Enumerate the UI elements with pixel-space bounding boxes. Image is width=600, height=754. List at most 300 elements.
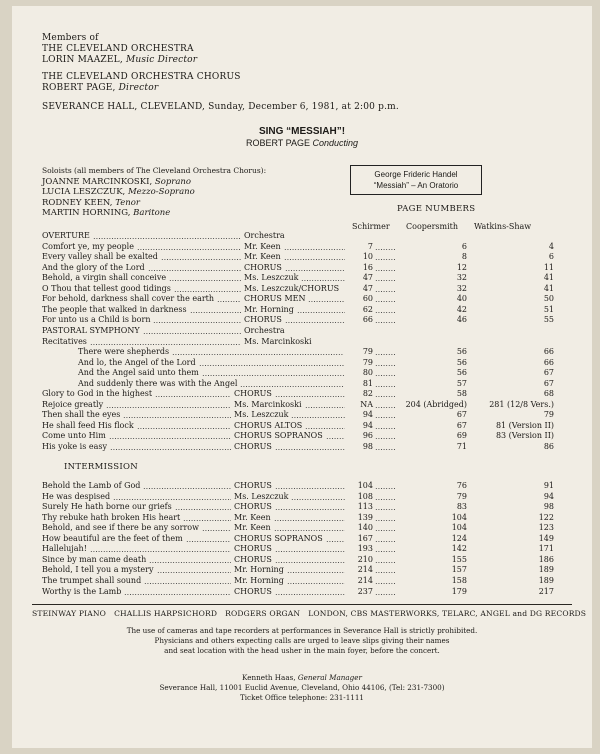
- soloist-voice: Baritone: [133, 208, 171, 219]
- page-coopersmith: 67: [456, 420, 467, 430]
- dot-leader: [275, 488, 345, 489]
- dot-leader: [143, 333, 241, 334]
- table-row: [12, 272, 592, 283]
- performer: Orchestra: [244, 325, 285, 335]
- footer-manager: [12, 673, 592, 683]
- piece-title: The people that walked in darkness: [42, 304, 187, 314]
- page-coopersmith: 56: [456, 368, 467, 378]
- soloists-block: [42, 166, 266, 219]
- performer: Ms. Leszczuk/CHORUS: [244, 283, 340, 293]
- page-coopersmith: 56: [456, 347, 467, 357]
- table-row: [12, 399, 592, 410]
- dot-leader: [305, 407, 345, 408]
- piece-title: Thy rebuke hath broken His heart: [42, 512, 181, 522]
- performer: CHORUS MEN: [244, 294, 306, 304]
- page-schirmer: 214: [357, 565, 373, 575]
- dot-leader: [284, 259, 345, 260]
- venue-line: SEVERANCE HALL, CLEVELAND, Sunday, December 6, 1981, at 2:00 p.m.: [42, 102, 399, 112]
- page-coopersmith: 155: [451, 554, 467, 564]
- table-row: [12, 522, 592, 533]
- page-schirmer: 140: [357, 523, 373, 533]
- composer-name: George Frideric Handel: [374, 170, 458, 179]
- intermission-label: INTERMISSION: [64, 462, 138, 472]
- piece-title: And the glory of the Lord: [42, 262, 145, 272]
- page-schirmer: 60: [362, 294, 373, 304]
- table-row: [12, 501, 592, 512]
- dot-leader: [375, 365, 395, 366]
- dot-leader: [375, 428, 395, 429]
- table-row: [12, 564, 592, 575]
- performer: CHORUS: [234, 481, 272, 490]
- performer: Ms. Leszczuk: [234, 410, 289, 420]
- dot-leader: [275, 562, 345, 563]
- page-coopersmith: 158: [451, 575, 467, 585]
- soloist-name: JOANNE MARCINKOSKI,: [42, 176, 155, 187]
- performer: CHORUS: [244, 315, 282, 325]
- performer: Mr. Keen: [244, 241, 281, 251]
- dot-leader: [174, 291, 241, 292]
- manager-name: Kenneth Haas,: [242, 673, 296, 682]
- dot-leader: [287, 572, 345, 573]
- page-watkins-shaw: 41: [543, 283, 554, 293]
- piece-title: Hallelujah!: [42, 544, 87, 554]
- piece-title: For unto us a Child is born: [42, 315, 151, 325]
- conductor-name: ROBERT PAGE: [245, 138, 310, 148]
- page-coopersmith: 142: [451, 544, 467, 554]
- page-schirmer: 79: [362, 347, 373, 357]
- page-watkins-shaw: 94: [543, 491, 554, 501]
- dot-leader: [183, 520, 231, 521]
- piece-title: And lo, the Angel of the Lord: [78, 357, 196, 367]
- conductor-role: Conducting: [312, 138, 359, 148]
- dot-leader: [284, 249, 345, 250]
- table-row: [12, 325, 592, 336]
- page-coopersmith: 6: [461, 241, 467, 251]
- dot-leader: [106, 407, 231, 408]
- dot-leader: [375, 407, 395, 408]
- table-row: [12, 441, 592, 452]
- page-watkins-shaw: 50: [543, 294, 554, 304]
- col-coopersmith: Coopersmith: [406, 222, 459, 231]
- dot-leader: [285, 270, 345, 271]
- page-watkins-shaw: 91: [543, 481, 554, 490]
- soloist-name: LUCIA LESZCZUK,: [42, 187, 128, 198]
- page-coopersmith: 104: [451, 523, 467, 533]
- table-row: [12, 420, 592, 431]
- performer: Mr. Horning: [234, 575, 284, 585]
- footer-ticket: Ticket Office telephone: 231-1111: [239, 693, 365, 702]
- page-schirmer: 62: [362, 304, 373, 314]
- table-row: [12, 430, 592, 441]
- dot-leader: [375, 259, 395, 260]
- dot-leader: [375, 375, 395, 376]
- dot-leader: [144, 583, 231, 584]
- credit-item: RODGERS ORGAN: [225, 609, 301, 618]
- credit-item: LONDON, CBS MASTERWORKS, TELARC, ANGEL and DG RECORDS: [308, 609, 587, 618]
- dot-leader: [375, 499, 395, 500]
- table-row: [12, 241, 592, 252]
- page-watkins-shaw: 68: [543, 389, 554, 399]
- page-schirmer: 94: [362, 410, 373, 420]
- page-watkins-shaw: 66: [543, 347, 554, 357]
- page-schirmer: 47: [362, 273, 373, 283]
- table-row: [12, 554, 592, 565]
- dot-leader: [287, 583, 345, 584]
- manager-role: General Manager: [297, 673, 362, 682]
- table-row: [12, 543, 592, 554]
- piece-title: Come unto Him: [42, 431, 106, 441]
- notice-line-2: Physicians and others expecting calls are urged to leave slips giving their names: [154, 636, 450, 645]
- table-row: [12, 388, 592, 399]
- dot-leader: [157, 572, 231, 573]
- piece-title: There were shepherds: [78, 347, 170, 357]
- piece-title: O Thou that tellest good tidings: [42, 283, 171, 293]
- dot-leader: [186, 541, 231, 542]
- table-row: [12, 293, 592, 304]
- piece-title: Worthy is the Lamb: [42, 586, 122, 596]
- performer: Ms. Marcinkoski: [234, 399, 302, 409]
- page-coopersmith: 79: [456, 491, 467, 501]
- dot-leader: [375, 417, 395, 418]
- page-watkins-shaw: 123: [538, 523, 554, 533]
- dot-leader: [199, 365, 344, 366]
- chorus-director-role: Director: [118, 83, 159, 93]
- dot-leader: [90, 344, 241, 345]
- table-row: [12, 378, 592, 389]
- table-row: [12, 409, 592, 420]
- dot-leader: [275, 594, 345, 595]
- dot-leader: [175, 509, 231, 510]
- page-schirmer: 104: [357, 481, 373, 490]
- divider-line: [32, 604, 572, 605]
- page-coopersmith: 179: [451, 586, 467, 596]
- page-coopersmith: 58: [456, 389, 467, 399]
- page-watkins-shaw: 189: [538, 575, 554, 585]
- dot-leader: [375, 530, 395, 531]
- performer: CHORUS ALTOS: [234, 420, 303, 430]
- page-watkins-shaw: 122: [538, 512, 554, 522]
- piece-title: Behold the Lamb of God: [42, 481, 141, 490]
- page-coopersmith: 42: [456, 304, 467, 314]
- dot-leader: [124, 594, 231, 595]
- dot-leader: [202, 530, 231, 531]
- page-watkins-shaw: 217: [538, 586, 554, 596]
- page-schirmer: 96: [362, 431, 373, 441]
- page-watkins-shaw: 189: [538, 565, 554, 575]
- credit-item: CHALLIS HARPSICHORD: [114, 609, 218, 618]
- piece-title: He shall feed His flock: [42, 420, 134, 430]
- page-watkins-shaw: 66: [543, 357, 554, 367]
- dot-leader: [137, 428, 231, 429]
- dot-leader: [326, 541, 345, 542]
- page-schirmer: 80: [362, 368, 373, 378]
- page-schirmer: 214: [357, 575, 373, 585]
- header-music-director: [42, 55, 197, 66]
- performer: CHORUS SOPRANOS: [234, 431, 323, 441]
- dot-leader: [123, 417, 231, 418]
- page-coopersmith: 71: [456, 442, 467, 451]
- performer: CHORUS SOPRANOS: [234, 533, 323, 543]
- dot-leader: [375, 386, 395, 387]
- dot-leader: [375, 291, 395, 292]
- soloist-voice: Tenor: [115, 197, 140, 208]
- piece-title: His yoke is easy: [42, 442, 107, 451]
- dot-leader: [274, 530, 345, 531]
- notice-line-3: and seat location with the head usher in the main foyer, before the concert.: [164, 646, 440, 655]
- dot-leader: [275, 509, 345, 510]
- dot-leader: [375, 541, 395, 542]
- performer: CHORUS: [234, 389, 272, 399]
- performer: CHORUS: [234, 544, 272, 554]
- piece-title: The trumpet shall sound: [42, 575, 142, 585]
- footer-address: Severance Hall, 11001 Euclid Avenue, Cleveland, Ohio 44106, (Tel: 231-7300): [159, 683, 445, 692]
- soloist-name: RODNEY KEEN,: [42, 197, 116, 208]
- soloists-heading: Soloists (all members of The Cleveland Orchestra Chorus):: [42, 166, 267, 175]
- performer: Ms. Leszczuk: [244, 273, 299, 283]
- page-watkins-shaw: 81 (Version II): [495, 420, 554, 430]
- piece-title: Behold, a virgin shall conceive: [42, 273, 167, 283]
- music-director-name: LORIN MAAZEL,: [42, 55, 123, 65]
- page-watkins-shaw: 83 (Version II): [495, 431, 554, 441]
- page-schirmer: 66: [362, 315, 373, 325]
- page-schirmer: 139: [357, 512, 373, 522]
- performer: CHORUS: [234, 586, 272, 596]
- page-watkins-shaw: 171: [538, 544, 554, 554]
- performer: Ms. Leszczuk: [234, 491, 289, 501]
- piece-title: OVERTURE: [42, 231, 90, 240]
- page-coopersmith: 56: [456, 357, 467, 367]
- piece-title: Comfort ye, my people: [42, 241, 134, 251]
- page-coopersmith: 32: [456, 283, 467, 293]
- page-coopersmith: 69: [456, 431, 467, 441]
- program-page: [12, 6, 592, 748]
- dot-leader: [375, 449, 395, 450]
- piece-title: PASTORAL SYMPHONY: [42, 325, 140, 335]
- page-watkins-shaw: 51: [543, 304, 554, 314]
- dot-leader: [297, 312, 345, 313]
- dot-leader: [375, 312, 395, 313]
- page-schirmer: 237: [357, 586, 373, 596]
- music-director-role: Music Director: [125, 55, 198, 65]
- page-coopersmith: 76: [456, 481, 467, 490]
- page-schirmer: 10: [362, 252, 373, 262]
- page-coopersmith: 67: [456, 410, 467, 420]
- dot-leader: [375, 396, 395, 397]
- page-watkins-shaw: 11: [543, 262, 554, 272]
- page-coopersmith: 8: [461, 252, 467, 262]
- table-row: [12, 262, 592, 273]
- soloists-list: [42, 177, 266, 219]
- table-row: [12, 533, 592, 544]
- soloist-item: [42, 187, 266, 198]
- header-orchestra: THE CLEVELAND ORCHESTRA: [42, 44, 194, 54]
- dot-leader: [375, 520, 395, 521]
- dot-leader: [90, 551, 231, 552]
- performer: CHORUS: [244, 262, 282, 272]
- notice-line-1: The use of cameras and tape recorders at performances in Severance Hall is strictly prohibited.: [126, 626, 478, 635]
- page-schirmer: NA: [360, 399, 373, 409]
- table-row: [12, 480, 592, 491]
- dot-leader: [301, 280, 345, 281]
- dot-leader: [375, 594, 395, 595]
- dot-leader: [375, 270, 395, 271]
- dot-leader: [291, 417, 345, 418]
- page-coopersmith: 32: [456, 273, 467, 283]
- dot-leader: [285, 322, 345, 323]
- performer: CHORUS: [234, 442, 272, 451]
- page-watkins-shaw: 86: [543, 442, 554, 451]
- piece-title: Behold, and see if there be any sorrow: [42, 523, 199, 533]
- col-watkins-shaw: Watkins-Shaw: [474, 222, 532, 231]
- table-row: [12, 357, 592, 368]
- dot-leader: [169, 280, 241, 281]
- page-schirmer: 167: [357, 533, 373, 543]
- piece-title: Glory to God in the highest: [42, 389, 153, 399]
- table-row: [12, 367, 592, 378]
- soloist-name: MARTIN HORNING,: [42, 208, 134, 219]
- page-watkins-shaw: 281 (12/8 Vers.): [489, 399, 554, 409]
- dot-leader: [172, 354, 344, 355]
- performer: CHORUS: [234, 554, 272, 564]
- table-row: [12, 283, 592, 294]
- composer-box: [350, 165, 482, 195]
- dot-leader: [113, 499, 231, 500]
- page-watkins-shaw: 67: [543, 378, 554, 388]
- dot-leader: [274, 520, 345, 521]
- soloist-item: [42, 208, 266, 219]
- dot-leader: [275, 449, 345, 450]
- dot-leader: [375, 562, 395, 563]
- page-watkins-shaw: 41: [543, 273, 554, 283]
- page-schirmer: 81: [362, 378, 373, 388]
- table-row: [12, 251, 592, 262]
- performer: Ms. Marcinkoski: [244, 336, 312, 346]
- dot-leader: [149, 562, 231, 563]
- performer: Mr. Keen: [234, 523, 271, 533]
- dot-leader: [375, 249, 395, 250]
- table-row: [12, 336, 592, 347]
- page-coopersmith: 12: [456, 262, 467, 272]
- dot-leader: [148, 270, 241, 271]
- table-row: [12, 314, 592, 325]
- dot-leader: [275, 551, 345, 552]
- table-row: [12, 512, 592, 523]
- piece-title: And suddenly there was with the Angel: [78, 378, 238, 388]
- table-row: [12, 575, 592, 586]
- table-row: [12, 491, 592, 502]
- dot-leader: [155, 396, 231, 397]
- page-schirmer: 210: [357, 554, 373, 564]
- program-title: SING “MESSIAH”!: [258, 126, 346, 137]
- dot-leader: [375, 322, 395, 323]
- header-chorus: THE CLEVELAND ORCHESTRA CHORUS: [42, 72, 241, 82]
- dot-leader: [161, 259, 241, 260]
- page-schirmer: 94: [362, 420, 373, 430]
- page-schirmer: 98: [362, 442, 373, 451]
- dot-leader: [275, 396, 345, 397]
- page-watkins-shaw: 6: [548, 252, 554, 262]
- program-subtitle: [12, 138, 592, 148]
- dot-leader: [110, 449, 231, 450]
- page-schirmer: 16: [362, 262, 373, 272]
- dot-leader: [291, 499, 345, 500]
- piece-title: And the Angel said unto them: [78, 368, 199, 378]
- performer: Orchestra: [244, 231, 285, 240]
- piece-title: Rejoice greatly: [42, 399, 104, 409]
- dot-leader: [143, 488, 231, 489]
- performer: Mr. Keen: [234, 512, 271, 522]
- piece-title: Then shall the eyes: [42, 410, 121, 420]
- piece-title: For behold, darkness shall cover the earth: [42, 294, 215, 304]
- col-schirmer: Schirmer: [352, 222, 390, 231]
- page-coopersmith: 124: [451, 533, 467, 543]
- page-schirmer: 108: [357, 491, 373, 501]
- header-chorus-director: [42, 83, 158, 94]
- dot-leader: [217, 301, 241, 302]
- table-row: [12, 230, 592, 241]
- piece-title: Recitatives: [42, 336, 87, 346]
- page-schirmer: 82: [362, 389, 373, 399]
- soloist-item: [42, 177, 266, 188]
- page-schirmer: 7: [367, 241, 373, 251]
- credits-line: [32, 609, 587, 618]
- table-row: [12, 346, 592, 357]
- soloist-voice: Mezzo-Soprano: [127, 187, 195, 198]
- page-watkins-shaw: 55: [543, 315, 554, 325]
- dot-leader: [375, 354, 395, 355]
- dot-leader: [375, 509, 395, 510]
- chorus-director-name: ROBERT PAGE,: [42, 83, 116, 93]
- dot-leader: [326, 438, 345, 439]
- page-schirmer: 113: [357, 502, 373, 512]
- header-members: Members of: [42, 33, 99, 43]
- page-schirmer: 79: [362, 357, 373, 367]
- dot-leader: [375, 572, 395, 573]
- page-watkins-shaw: 67: [543, 368, 554, 378]
- page-numbers-heading: PAGE NUMBERS: [397, 204, 476, 214]
- page-watkins-shaw: 186: [538, 554, 554, 564]
- soloist-voice: Soprano: [154, 176, 191, 187]
- dot-leader: [137, 249, 241, 250]
- page-watkins-shaw: 4: [548, 241, 554, 251]
- page-schirmer: 193: [357, 544, 373, 554]
- dot-leader: [240, 386, 344, 387]
- performer: Mr. Keen: [244, 252, 281, 262]
- dot-leader: [153, 322, 241, 323]
- page-coopersmith: 204 (Abridged): [405, 399, 467, 409]
- dot-leader: [375, 488, 395, 489]
- page-watkins-shaw: 98: [543, 502, 554, 512]
- page-coopersmith: 157: [451, 565, 467, 575]
- piece-title: He was despised: [42, 491, 111, 501]
- page-coopersmith: 40: [456, 294, 467, 304]
- soloist-item: [42, 198, 266, 209]
- dot-leader: [109, 438, 231, 439]
- piece-title: Every valley shall be exalted: [42, 252, 158, 262]
- page-coopersmith: 46: [456, 315, 467, 325]
- dot-leader: [375, 301, 395, 302]
- dot-leader: [93, 238, 241, 239]
- page-coopersmith: 83: [456, 502, 467, 512]
- credit-item: STEINWAY PIANO: [32, 609, 107, 618]
- page-watkins-shaw: 79: [543, 410, 554, 420]
- work-title: “Messiah” – An Oratorio: [373, 181, 459, 190]
- performer: CHORUS: [234, 502, 272, 512]
- dot-leader: [305, 428, 345, 429]
- piece-title: Behold, I tell you a mystery: [42, 565, 154, 575]
- piece-title: How beautiful are the feet of them: [42, 533, 183, 543]
- dot-leader: [375, 438, 395, 439]
